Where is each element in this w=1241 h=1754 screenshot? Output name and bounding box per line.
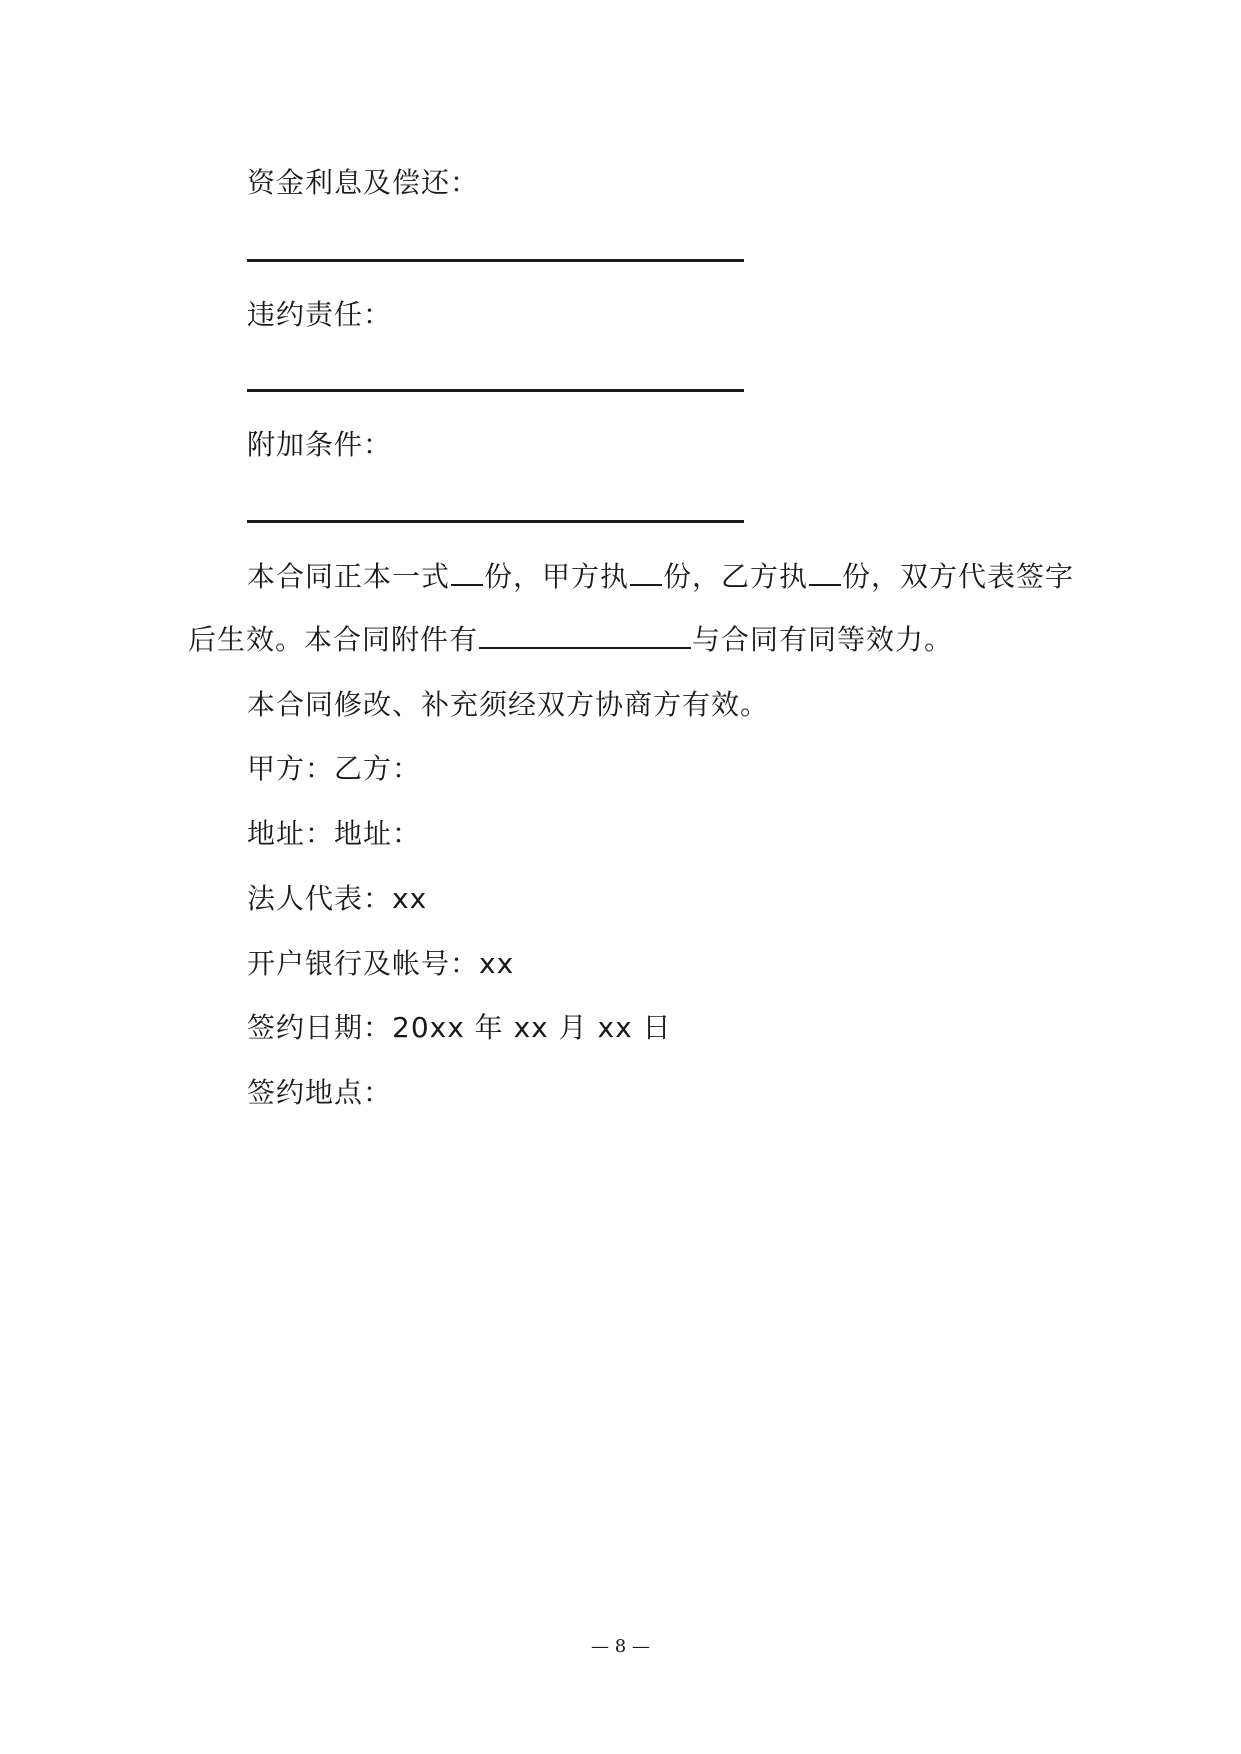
signing-place-line: 签约地点： (247, 1076, 393, 1109)
parties-line: 甲方：乙方： (247, 752, 422, 785)
address-line: 地址：地址： (247, 817, 422, 850)
attachment-text-1: 后生效。本合同附件有 (188, 623, 479, 656)
interest-blank-line (247, 259, 744, 262)
copies-text-2: 份，甲方执 (484, 560, 630, 593)
copies-total-blank (451, 558, 483, 586)
attachment-clause (188, 620, 953, 660)
additional-conditions-label: 附加条件： (247, 428, 393, 461)
copies-text-3: 份，乙方执 (663, 560, 809, 593)
copies-text-1: 本合同正本一式 (247, 560, 451, 593)
attachment-text-2: 与合同有同等效力。 (692, 623, 954, 656)
breach-label: 违约责任： (247, 298, 393, 331)
copies-clause (247, 557, 1074, 597)
interest-label: 资金利息及偿还： (247, 166, 480, 199)
party-a-copies-blank (630, 558, 662, 586)
additional-blank-line (247, 520, 744, 523)
breach-blank-line (247, 389, 744, 392)
party-b-copies-blank (809, 558, 841, 586)
bank-account-line: 开户银行及帐号：xx (247, 947, 515, 980)
attachment-blank (479, 621, 691, 649)
copies-text-4: 份，双方代表签字 (842, 560, 1075, 593)
page-number: — 8 — (591, 1636, 650, 1657)
legal-representative-line: 法人代表：xx (247, 882, 428, 915)
signing-date-line: 签约日期：20xx 年 xx 月 xx 日 (247, 1011, 672, 1044)
amendment-clause: 本合同修改、补充须经双方协商方有效。 (247, 688, 770, 721)
